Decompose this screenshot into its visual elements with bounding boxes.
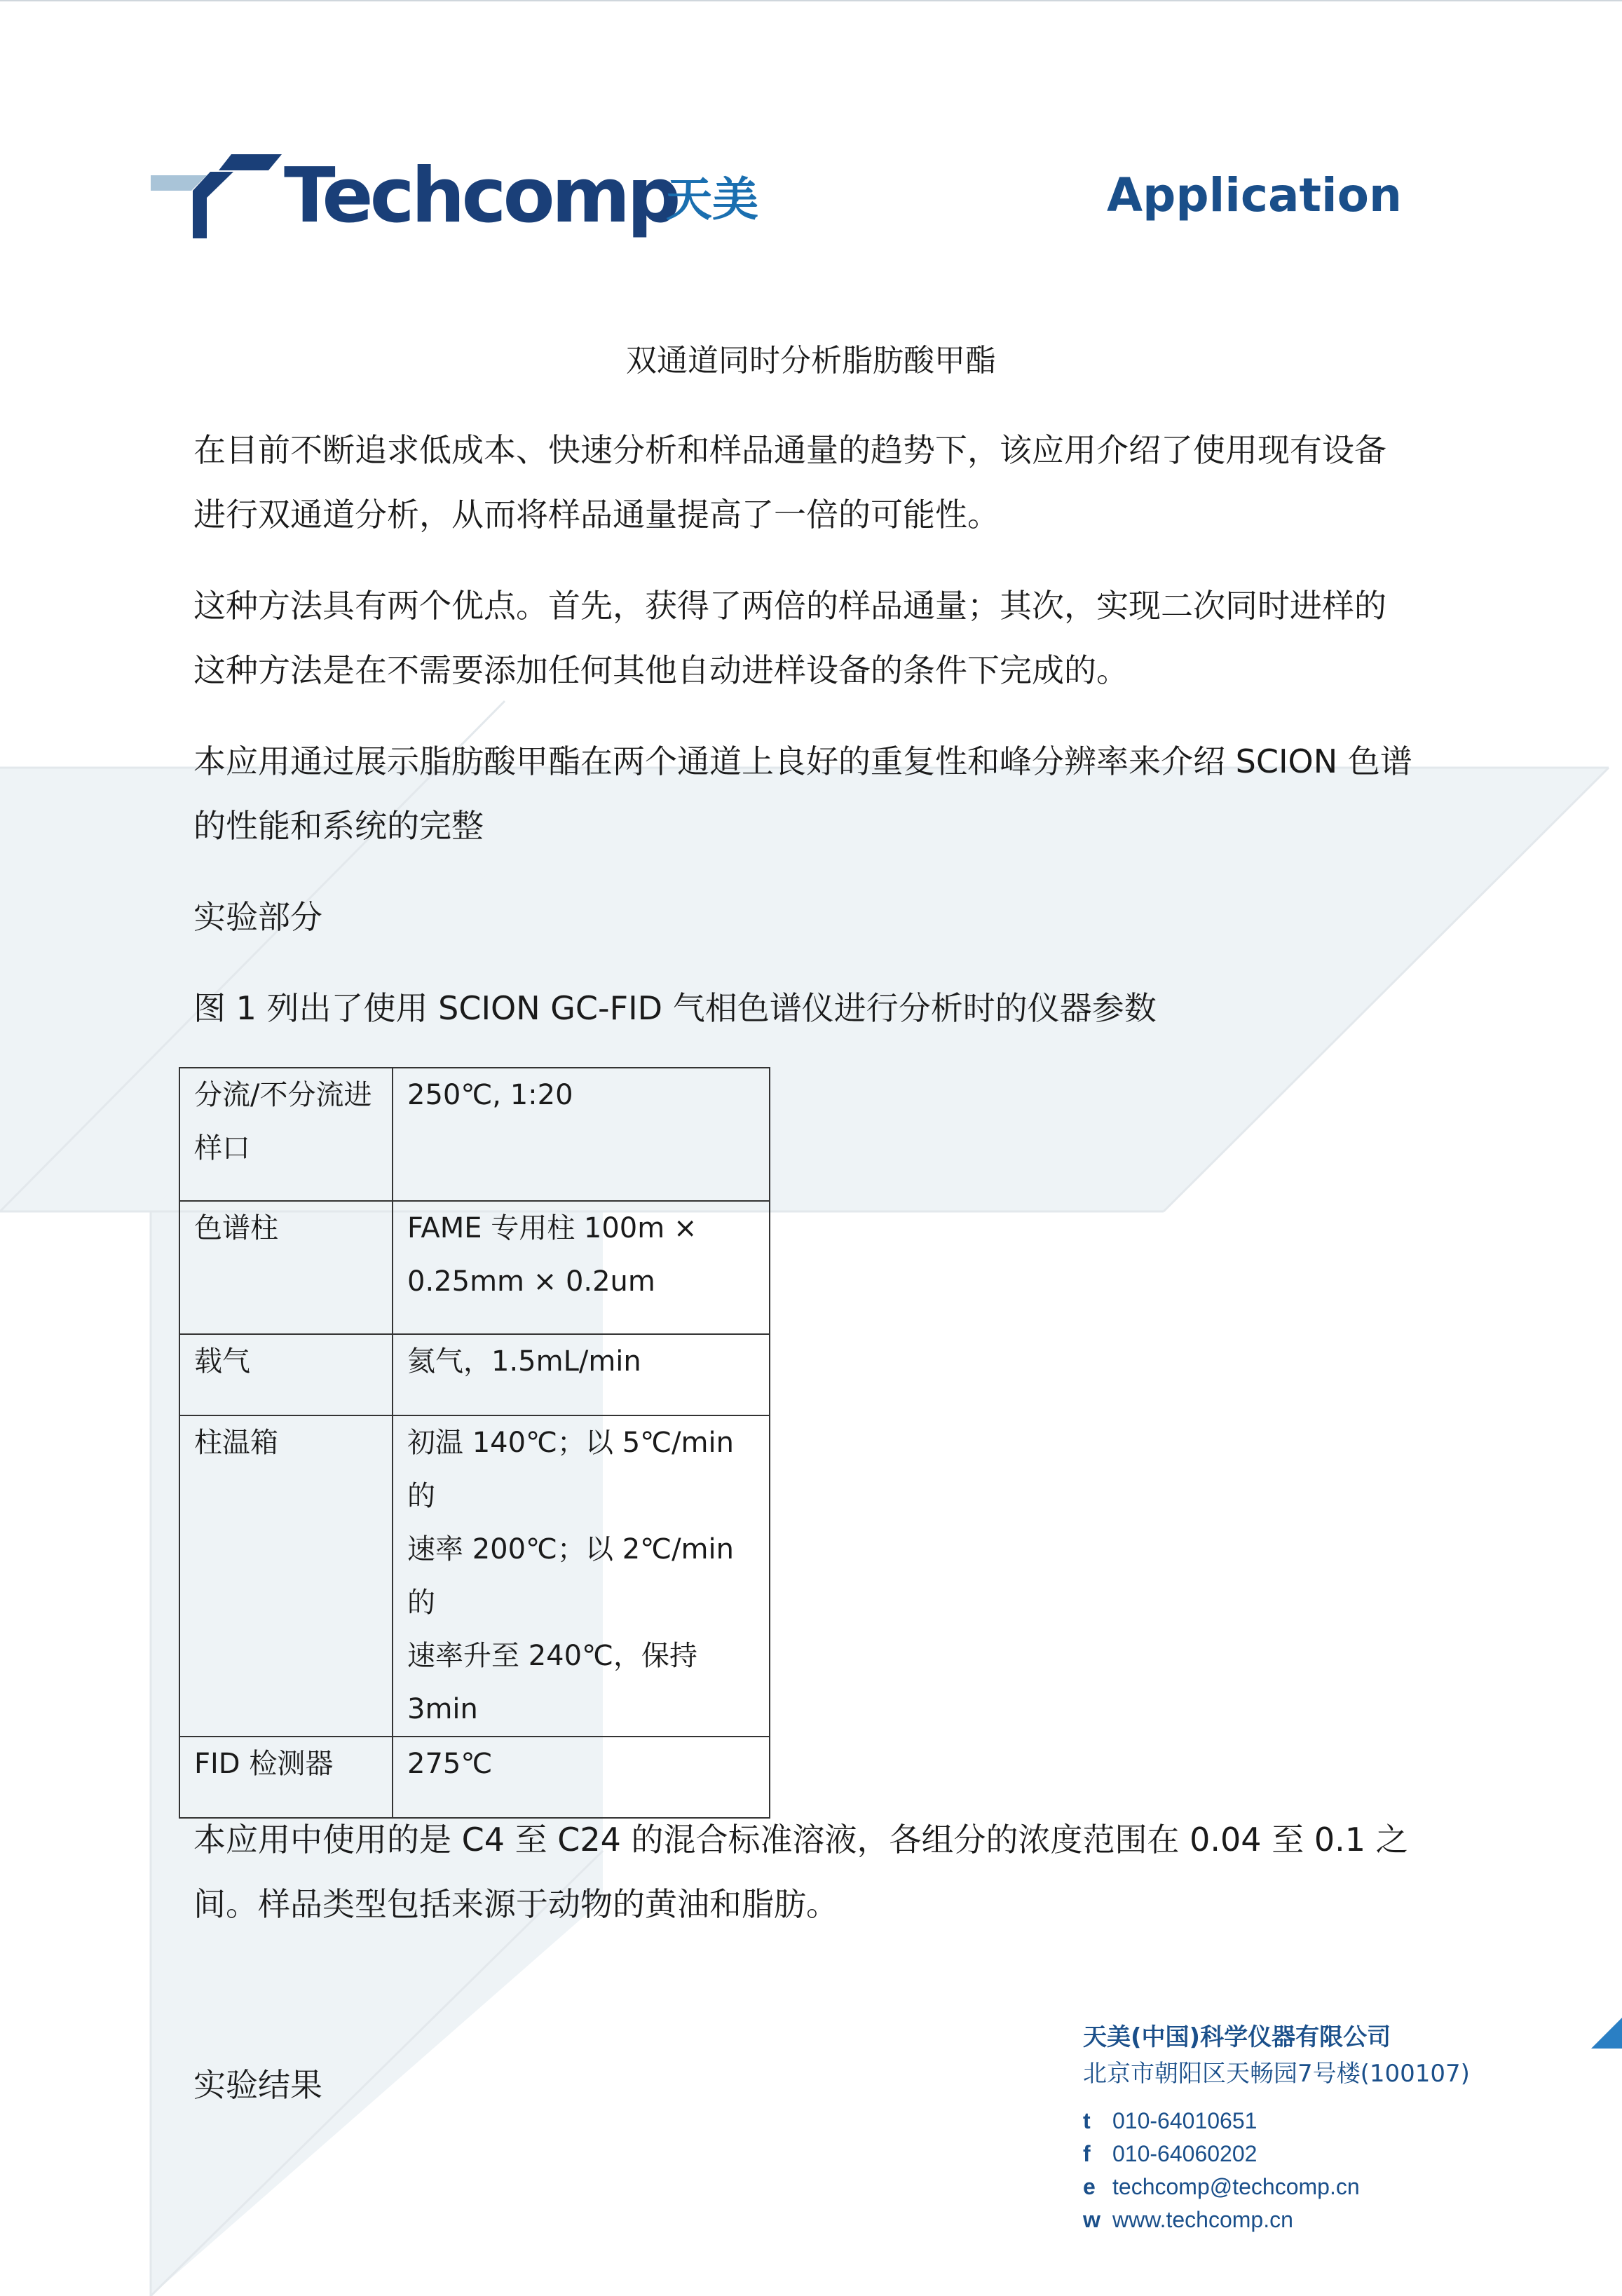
section-heading-results: 实验结果 xyxy=(193,2066,322,2104)
paragraph-advantages xyxy=(193,573,1455,702)
footer-contact-block xyxy=(1083,2019,1588,2236)
paragraph-line: 这种方法是在不需要添加任何其他自动进样设备的条件下完成的。 xyxy=(193,651,1129,689)
contact-letter: t xyxy=(1083,2108,1091,2133)
contact-letter: w xyxy=(1083,2207,1100,2232)
table-cell-key: 柱温箱 xyxy=(179,1415,393,1737)
table-cell-value: 氦气，1.5mL/min xyxy=(393,1334,770,1415)
footer-website xyxy=(1083,2203,1588,2236)
paragraph-samples xyxy=(193,1807,1455,1936)
footer-company-name: 天美(中国)科学仪器有限公司 xyxy=(1083,2023,1391,2051)
footer-phone xyxy=(1083,2105,1588,2138)
table-cell-value: 初温 140℃；以 5℃/min 的 速率 200℃；以 2℃/min 的 速率升至 240℃，保持 3min xyxy=(393,1415,770,1737)
logo-chinese-name: 天美 xyxy=(666,172,758,226)
section-heading-experiment: 实验部分 xyxy=(193,898,322,936)
contact-value: 010-64010651 xyxy=(1112,2108,1258,2133)
contact-value: www.techcomp.cn xyxy=(1112,2207,1293,2232)
paragraph-line: 本应用中使用的是 C4 至 C24 的混合标准溶液，各组分的浓度范围在 0.04 至 0.1 之 xyxy=(193,1821,1408,1859)
paragraph-line: 的性能和系统的完整 xyxy=(193,807,484,845)
table-row xyxy=(179,1068,770,1201)
table-cell-key: 分流/不分流进 样口 xyxy=(179,1068,393,1201)
paragraph-intro xyxy=(193,418,1455,547)
footer-email xyxy=(1083,2171,1588,2203)
contact-value: techcomp@techcomp.cn xyxy=(1112,2174,1360,2199)
table-cell-key: 色谱柱 xyxy=(179,1201,393,1334)
table-row xyxy=(179,1334,770,1415)
contact-letter: e xyxy=(1083,2174,1096,2199)
paragraph-line: 这种方法具有两个优点。首先，获得了两倍的样品通量；其次，实现二次同时进样的 xyxy=(193,587,1386,625)
instrument-parameters-table xyxy=(179,1067,770,1819)
figure-caption: 图 1 列出了使用 SCION GC-FID 气相色谱仪进行分析时的仪器参数 xyxy=(193,989,1157,1027)
paragraph-demonstration xyxy=(193,729,1455,858)
paragraph-line: 进行双通道分析，从而将样品通量提高了一倍的可能性。 xyxy=(193,496,1000,534)
document-title: 双通道同时分析脂肪酸甲酯 xyxy=(626,343,996,379)
logo-mark-icon xyxy=(151,151,284,242)
table-cell-value: 275℃ xyxy=(393,1737,770,1818)
footer-contacts xyxy=(1083,2105,1588,2236)
footer-address: 北京市朝阳区天畅园7号楼(100107) xyxy=(1083,2060,1470,2088)
table-cell-value: FAME 专用柱 100m × 0.25mm × 0.2um xyxy=(393,1201,770,1334)
corner-triangle-mark xyxy=(1591,2018,1622,2049)
table-cell-key: 载气 xyxy=(179,1334,393,1415)
table-cell-key: FID 检测器 xyxy=(179,1737,393,1818)
table-row xyxy=(179,1201,770,1334)
paragraph-line: 本应用通过展示脂肪酸甲酯在两个通道上良好的重复性和峰分辨率来介绍 SCION 色谱 xyxy=(193,742,1412,780)
techcomp-logo xyxy=(151,151,768,242)
section-label: Application xyxy=(1107,168,1402,222)
footer-fax xyxy=(1083,2138,1588,2171)
contact-value: 010-64060202 xyxy=(1112,2141,1258,2166)
table-cell-value: 250℃, 1:20 xyxy=(393,1068,770,1201)
table-row xyxy=(179,1415,770,1737)
table-row xyxy=(179,1737,770,1818)
paragraph-line: 在目前不断追求低成本、快速分析和样品通量的趋势下，该应用介绍了使用现有设备 xyxy=(193,431,1386,469)
paragraph-line: 间。样品类型包括来源于动物的黄油和脂肪。 xyxy=(193,1885,838,1923)
contact-letter: f xyxy=(1083,2141,1091,2166)
logo-wordmark: Techcomp xyxy=(284,152,678,240)
